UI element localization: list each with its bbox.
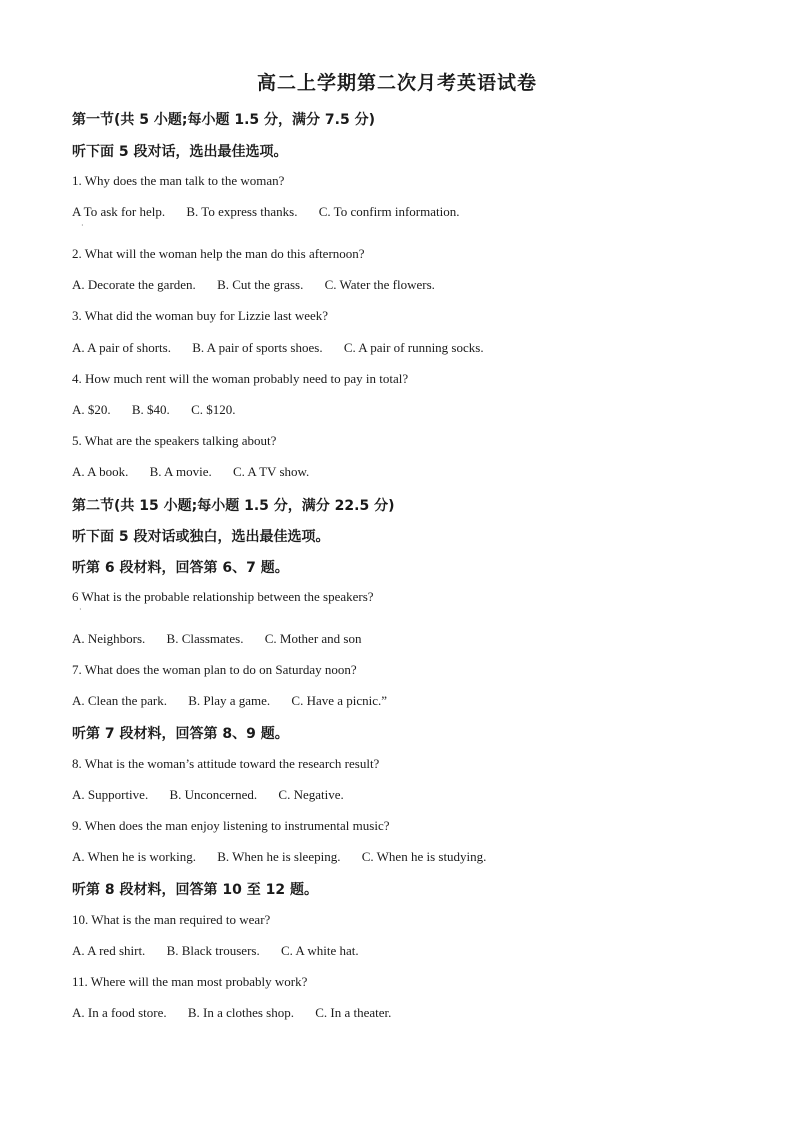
section1-instruction: 听下面 5 段对话，选出最佳选项。 <box>72 144 288 160</box>
q8-option-b: B. Unconcerned. <box>169 787 258 802</box>
question-5-options <box>72 464 309 480</box>
q9-option-b: B. When he is sleeping. <box>217 849 341 864</box>
question-10: 10. What is the man required to wear? <box>72 912 271 927</box>
page-title: 高二上学期第二次月考英语试卷 <box>256 72 537 94</box>
question-9: 9. When does the man enjoy listening to instrumental music? <box>72 818 390 833</box>
q7-option-c: C. Have a picnic.” <box>291 693 388 708</box>
q9-option-a: A. When he is working. <box>72 849 196 864</box>
q10-option-c: C. A white hat. <box>280 943 359 958</box>
q10-option-b: B. Black trousers. <box>166 943 260 958</box>
q11-option-a: A. In a food store. <box>72 1005 167 1020</box>
section1-heading: 第一节(共 5 小题;每小题 1.5 分，满分 7.5 分) <box>72 112 375 128</box>
question-10-options <box>72 943 359 959</box>
q3-option-a: A. A pair of shorts. <box>72 340 171 355</box>
q4-option-a: A. $20. <box>72 402 111 417</box>
q8-option-a: A. Supportive. <box>72 787 149 802</box>
q6-option-c: C. Mother and son <box>264 631 362 646</box>
q2-option-b: B. Cut the grass. <box>217 277 304 292</box>
q6-option-b: B. Classmates. <box>166 631 244 646</box>
question-1: 1. Why does the man talk to the woman? <box>72 173 285 188</box>
q5-option-a: A. A book. <box>72 464 129 479</box>
material-6-heading: 听第 6 段材料，回答第 6、7 题。 <box>72 560 289 576</box>
question-6: 6 What is the probable relationship between the speakers? <box>72 589 374 604</box>
q9-option-c: C. When he is studying. <box>361 849 487 864</box>
question-7-options <box>72 693 387 709</box>
question-3: 3. What did the woman buy for Lizzie last week? <box>72 308 329 323</box>
q11-option-b: B. In a clothes shop. <box>187 1005 294 1020</box>
q10-option-a: A. A red shirt. <box>72 943 146 958</box>
q6-option-a: A. Neighbors. <box>72 631 146 646</box>
question-4: 4. How much rent will the woman probably need to pay in total? <box>72 371 409 386</box>
q5-option-b: B. A movie. <box>149 464 212 479</box>
section2-instruction: 听下面 5 段对话或独白，选出最佳选项。 <box>72 529 330 545</box>
q2-option-c: C. Water the flowers. <box>324 277 435 292</box>
question-1-options <box>72 204 460 220</box>
material-7-heading: 听第 7 段材料，回答第 8、9 题。 <box>72 726 289 742</box>
q3-option-b: B. A pair of sports shoes. <box>192 340 323 355</box>
section2-heading: 第二节(共 15 小题;每小题 1.5 分，满分 22.5 分) <box>72 498 395 514</box>
question-2-options <box>72 277 435 293</box>
question-8-options <box>72 787 344 803</box>
question-2: 2. What will the woman help the man do this afternoon? <box>72 246 365 261</box>
q1-option-b: B. To express thanks. <box>186 204 298 219</box>
question-5: 5. What are the speakers talking about? <box>72 433 277 448</box>
question-7: 7. What does the woman plan to do on Saturday noon? <box>72 662 357 677</box>
q2-option-a: A. Decorate the garden. <box>72 277 196 292</box>
stray-dot-mark: · <box>81 221 84 230</box>
q4-option-c: C. $120. <box>191 402 236 417</box>
question-11: 11. Where will the man most probably work? <box>72 974 308 989</box>
q1-option-a: A To ask for help. <box>72 204 166 219</box>
question-8: 8. What is the woman’s attitude toward the research result? <box>72 756 380 771</box>
q8-option-c: C. Negative. <box>278 787 344 802</box>
q11-option-c: C. In a theater. <box>315 1005 392 1020</box>
question-9-options <box>72 849 486 865</box>
stray-dot-mark: · <box>79 605 82 614</box>
q7-option-a: A. Clean the park. <box>72 693 167 708</box>
q7-option-b: B. Play a game. <box>188 693 271 708</box>
q3-option-c: C. A pair of running socks. <box>343 340 484 355</box>
question-6-options <box>72 631 362 647</box>
question-4-options <box>72 402 235 418</box>
question-3-options <box>72 340 484 356</box>
q5-option-c: C. A TV show. <box>232 464 310 479</box>
q4-option-b: B. $40. <box>131 402 170 417</box>
material-8-heading: 听第 8 段材料，回答第 10 至 12 题。 <box>72 882 318 898</box>
q1-option-c: C. To confirm information. <box>318 204 460 219</box>
question-11-options <box>72 1005 391 1021</box>
